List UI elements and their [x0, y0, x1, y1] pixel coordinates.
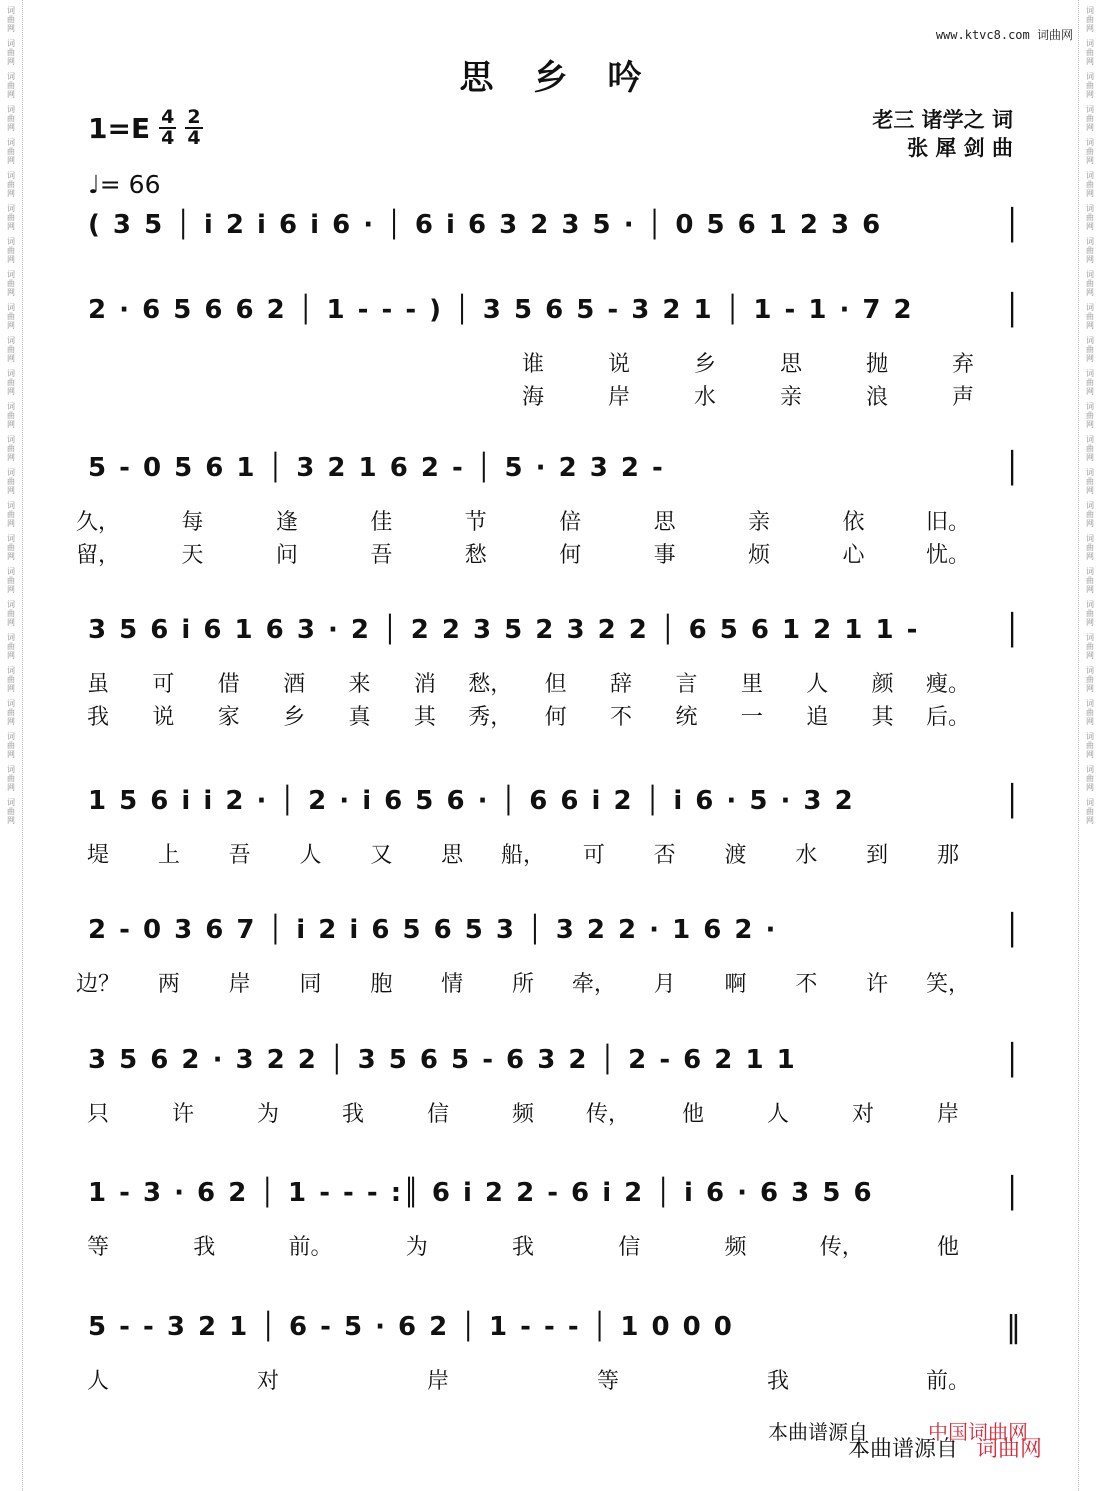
lyric-word: 天 [181, 543, 204, 568]
margin-watermark-mark: 词 曲 网 [7, 6, 15, 33]
lyric-word: 情 [441, 972, 464, 997]
margin-watermark-mark: 词 曲 网 [7, 204, 15, 231]
lyric-word: 旧。 [925, 510, 971, 535]
margin-watermark-mark: 词 曲 网 [7, 534, 15, 561]
site-header[interactable] [936, 26, 1073, 43]
margin-watermark-mark: 词 曲 网 [7, 600, 15, 627]
notation-text: 3 5 6 i 6 1 6 3 · 2 │ 2 2 3 5 2 3 2 2 │ 6 5 6 1 2 1 1 - [88, 615, 920, 645]
notation-text: ( 3 5 │ i 2 i 6 i 6 · │ 6 i 6 3 2 3 5 · │ 0 5 6 1 2 3 6 [88, 210, 883, 240]
lyric-word: 谁 [521, 352, 545, 377]
lyric-word: 颜 [871, 672, 894, 697]
lyric-word: 佳 [370, 510, 393, 535]
site-name[interactable]: 词曲网 [1036, 28, 1073, 42]
notation-text: 5 - 0 5 6 1 │ 3 2 1 6 2 - │ 5 · 2 3 2 - [88, 453, 665, 483]
notation-text: 3 5 6 2 · 3 2 2 │ 3 5 6 5 - 6 3 2 │ 2 - 6 2 1 1 [88, 1045, 797, 1075]
lyric-word: 边？ [75, 972, 121, 997]
margin-watermark-mark: 词 曲 网 [7, 369, 15, 396]
lyric-word: 胞 [370, 972, 393, 997]
lyric-word: 为 [256, 1102, 280, 1127]
lyric-row [88, 667, 1023, 697]
margin-watermark-mark: 词 曲 网 [1086, 6, 1094, 33]
lyric-word: 岸 [936, 1102, 960, 1127]
margin-watermark-mark: 词 曲 网 [7, 567, 15, 594]
footer-overlap [768, 1416, 1028, 1444]
lyric-word: 为 [405, 1235, 428, 1260]
lyric-word: 思 [779, 352, 803, 377]
margin-watermark-mark: 词 曲 网 [1086, 270, 1094, 297]
margin-watermark-mark: 词 曲 网 [1086, 468, 1094, 495]
lyric-word: 我 [86, 705, 110, 730]
footer-site-link[interactable]: 词曲网 [976, 1437, 1043, 1462]
margin-watermark-mark: 词 曲 网 [7, 435, 15, 462]
lyric-row [88, 1097, 1023, 1127]
footer-overlap-source: 本曲谱源自 [768, 1420, 868, 1444]
score-line [88, 1302, 1023, 1352]
lyric-word: 借 [217, 672, 240, 697]
lyric-word: 船， [500, 843, 546, 868]
lyric-word: 信 [618, 1235, 641, 1260]
notation-text: 5 - - 3 2 1 │ 6 - 5 · 6 2 │ 1 - - - │ 1 0 0 0 [88, 1312, 734, 1342]
lyric-word: 我 [766, 1369, 790, 1394]
lyric-word: 说 [607, 352, 631, 377]
lyric-word: 言 [675, 672, 698, 697]
lyric-word: 秀， [468, 705, 513, 730]
barline: │ [1002, 912, 1023, 948]
lyric-word: 人 [86, 1369, 110, 1394]
lyric-word: 水 [693, 385, 717, 410]
margin-watermark-mark: 词 曲 网 [7, 39, 15, 66]
lyric-word: 岸 [426, 1369, 450, 1394]
lyric-word: 许 [171, 1102, 195, 1127]
lyric-word: 上 [157, 843, 180, 868]
lyric-word: 对 [851, 1102, 875, 1127]
lyric-word: 亲 [779, 385, 803, 410]
composer-credit: 张 犀 剑 曲 [907, 135, 1013, 160]
key-and-time [88, 108, 203, 148]
lyric-row [88, 700, 1023, 730]
lyric-word: 来 [348, 672, 371, 697]
barline: │ [1002, 783, 1023, 819]
lyric-word: 人 [806, 672, 829, 697]
lyric-word: 何 [544, 705, 567, 730]
margin-watermark-mark: 词 曲 网 [7, 732, 15, 759]
lyric-word: 只 [86, 1102, 110, 1127]
margin-watermark-mark: 词 曲 网 [7, 336, 15, 363]
lyric-word: 信 [426, 1102, 450, 1127]
lyric-word: 依 [842, 510, 865, 535]
lyric-word: 人 [766, 1102, 790, 1127]
score-line [88, 1168, 1023, 1218]
lyric-word: 其 [413, 705, 436, 730]
score-line [88, 605, 1023, 655]
margin-watermark-mark: 词 曲 网 [7, 270, 15, 297]
margin-watermark-mark: 词 曲 网 [7, 765, 15, 792]
barline: │ [1002, 612, 1023, 648]
lyric-word: 声 [951, 385, 975, 410]
barline: │ [1002, 450, 1023, 486]
lyric-word: 那 [936, 843, 960, 868]
margin-watermark-mark: 词 曲 网 [1086, 435, 1094, 462]
score-line [88, 285, 1023, 335]
score-line [88, 443, 1023, 493]
barline: │ [1002, 292, 1023, 328]
time-signature-2-numerator: 2 [187, 106, 201, 128]
lyric-word: 他 [681, 1102, 705, 1127]
lyric-word: 亲 [748, 510, 771, 535]
margin-watermark-mark: 词 曲 网 [1086, 567, 1094, 594]
lyric-word: 倍 [559, 510, 582, 535]
lyric-word: 许 [866, 972, 889, 997]
lyric-word: 传， [819, 1235, 864, 1260]
tempo-marking [88, 170, 161, 199]
notation-text: 1 5 6 i i 2 · │ 2 · i 6 5 6 · │ 6 6 i 2 │ i 6 · 5 · 3 2 [88, 786, 855, 816]
footer-source [848, 1432, 1042, 1463]
lyric-word: 不 [610, 705, 633, 730]
margin-watermark-mark: 词 曲 网 [7, 633, 15, 660]
lyric-word: 他 [936, 1235, 960, 1260]
lyric-word: 两 [157, 972, 180, 997]
lyric-word: 思 [653, 510, 676, 535]
lyric-word: 我 [511, 1235, 535, 1260]
margin-watermark-mark: 词 曲 网 [1086, 633, 1094, 660]
margin-watermark-mark: 词 曲 网 [7, 402, 15, 429]
lyric-word: 久， [75, 510, 121, 535]
barline: │ [1002, 1042, 1023, 1078]
lyric-word: 真 [348, 705, 371, 730]
lyric-word: 海 [521, 385, 545, 410]
site-url[interactable]: www.ktvc8.com [935, 28, 1030, 42]
margin-watermark-mark: 词 曲 网 [1086, 501, 1094, 528]
margin-watermark-mark: 词 曲 网 [7, 666, 15, 693]
lyric-word: 家 [217, 705, 240, 730]
lyric-word: 所 [511, 972, 535, 997]
margin-watermark-mark: 词 曲 网 [7, 303, 15, 330]
lyric-word: 人 [299, 843, 322, 868]
margin-watermark-mark: 词 曲 网 [1086, 765, 1094, 792]
left-margin-watermark [2, 0, 20, 1491]
notation-text: 2 · 6 5 6 6 2 │ 1 - - - ) │ 3 5 6 5 - 3 2 1 │ 1 - 1 · 7 2 [88, 295, 914, 325]
margin-watermark-mark: 词 曲 网 [1086, 72, 1094, 99]
lyric-word: 对 [256, 1369, 280, 1394]
margin-watermark-mark: 词 曲 网 [1086, 204, 1094, 231]
lyric-word: 何 [559, 543, 582, 568]
lyric-row [88, 1230, 1023, 1260]
margin-watermark-mark: 词 曲 网 [7, 237, 15, 264]
margin-watermark-mark: 词 曲 网 [7, 468, 15, 495]
lyric-word: 笑， [925, 972, 971, 997]
key-signature: 1=E [88, 111, 151, 145]
margin-watermark-mark: 词 曲 网 [1086, 39, 1094, 66]
lyric-word: 牵， [571, 972, 616, 997]
score-line [88, 905, 1023, 955]
lyric-word: 频 [511, 1102, 535, 1127]
lyric-word: 愁， [468, 672, 513, 697]
lyric-word: 前。 [288, 1235, 333, 1260]
lyric-word: 乡 [283, 705, 306, 730]
lyric-word: 到 [866, 843, 889, 868]
lyric-row [75, 538, 1023, 568]
song-title: 思乡吟 [459, 58, 682, 98]
margin-watermark-mark: 词 曲 网 [7, 171, 15, 198]
margin-watermark-mark: 词 曲 网 [1086, 534, 1094, 561]
margin-watermark-mark: 词 曲 网 [1086, 171, 1094, 198]
barline: │ [1002, 207, 1023, 243]
lyric-word: 吾 [370, 543, 393, 568]
lyric-word: 留， [75, 543, 121, 568]
lyric-word: 烦 [748, 543, 771, 568]
lyric-word: 辞 [610, 672, 633, 697]
margin-watermark-mark: 词 曲 网 [1086, 666, 1094, 693]
margin-watermark-mark: 词 曲 网 [1086, 138, 1094, 165]
lyric-word: 弃 [951, 352, 975, 377]
notation-text: 1 - 3 · 6 2 │ 1 - - - :║ 6 i 2 2 - 6 i 2 │ i 6 · 6 3 5 6 [88, 1178, 874, 1208]
margin-watermark-mark: 词 曲 网 [1086, 303, 1094, 330]
margin-watermark-mark: 词 曲 网 [1086, 336, 1094, 363]
notation-text: 2 - 0 3 6 7 │ i 2 i 6 5 6 5 3 │ 3 2 2 · 1 6 2 · [88, 915, 778, 945]
margin-watermark-mark: 词 曲 网 [1086, 105, 1094, 132]
lyric-word: 逢 [275, 510, 298, 535]
barline: ‖ [1006, 1309, 1023, 1345]
lyric-word: 一 [740, 705, 763, 730]
score-line [88, 776, 1023, 826]
time-signature-2 [185, 108, 202, 148]
lyric-word: 后。 [925, 705, 971, 730]
lyric-word: 追 [806, 705, 829, 730]
lyric-word: 水 [795, 843, 818, 868]
margin-watermark-mark: 词 曲 网 [1086, 732, 1094, 759]
lyric-word: 酒 [283, 672, 306, 697]
right-margin-watermark [1081, 0, 1099, 1491]
right-margin-rule [1078, 0, 1079, 1491]
lyric-word: 可 [582, 843, 605, 868]
lyric-word: 吾 [228, 843, 251, 868]
lyric-word: 等 [596, 1369, 620, 1394]
lyric-word: 事 [653, 543, 676, 568]
lyric-word: 可 [152, 672, 175, 697]
lyric-word: 瘦。 [925, 672, 971, 697]
score-line [88, 200, 1023, 250]
lyric-word: 但 [544, 672, 567, 697]
lyric-word: 传， [585, 1102, 631, 1127]
lyric-word: 消 [413, 672, 436, 697]
lyric-word: 前。 [925, 1369, 971, 1394]
margin-watermark-mark: 词 曲 网 [7, 798, 15, 825]
tempo-text: ♩= 66 [88, 170, 161, 199]
lyric-word: 频 [724, 1235, 747, 1260]
time-signature-1 [159, 108, 176, 148]
lyric-row [75, 505, 1023, 535]
barline: │ [1002, 1175, 1023, 1211]
lyric-word: 忧。 [925, 543, 971, 568]
lyric-word: 我 [341, 1102, 365, 1127]
lyric-word: 等 [86, 1235, 110, 1260]
lyric-word: 心 [842, 543, 865, 568]
lyric-row [75, 967, 1023, 997]
lyric-word: 里 [740, 672, 763, 697]
margin-watermark-mark: 词 曲 网 [1086, 237, 1094, 264]
lyric-word: 统 [675, 705, 698, 730]
lyric-word: 思 [441, 843, 464, 868]
lyric-word: 同 [299, 972, 322, 997]
lyric-row [88, 1364, 1023, 1394]
footer-overlap-site[interactable]: 中国词曲网 [928, 1420, 1028, 1444]
time-signature-1-numerator: 4 [161, 106, 175, 128]
lyric-word: 节 [464, 510, 487, 535]
lyric-row [88, 380, 1023, 410]
lyric-word: 否 [653, 843, 676, 868]
time-signature-2-denominator: 4 [187, 127, 201, 149]
margin-watermark-mark: 词 曲 网 [7, 105, 15, 132]
lyricist-credit: 老三 诸学之 词 [872, 107, 1013, 132]
margin-watermark-mark: 词 曲 网 [1086, 402, 1094, 429]
lyric-word: 乡 [693, 352, 717, 377]
lyric-row [88, 838, 1023, 868]
margin-watermark-mark: 词 曲 网 [1086, 699, 1094, 726]
margin-watermark-mark: 词 曲 网 [7, 72, 15, 99]
lyric-word: 岸 [607, 385, 631, 410]
lyric-word: 问 [275, 543, 298, 568]
song-credits [872, 106, 1013, 162]
lyric-row [88, 347, 1023, 377]
lyric-word: 堤 [86, 843, 110, 868]
lyric-word: 岸 [228, 972, 251, 997]
lyric-word: 愁 [464, 543, 487, 568]
lyric-word: 抛 [865, 352, 889, 377]
margin-watermark-mark: 词 曲 网 [7, 501, 15, 528]
lyric-word: 渡 [724, 843, 747, 868]
margin-watermark-mark: 词 曲 网 [7, 699, 15, 726]
margin-watermark-mark: 词 曲 网 [7, 138, 15, 165]
score-line [88, 1035, 1023, 1085]
margin-watermark-mark: 词 曲 网 [1086, 798, 1094, 825]
lyric-word: 啊 [724, 972, 747, 997]
lyric-word: 浪 [865, 385, 889, 410]
time-signature-1-denominator: 4 [161, 127, 175, 149]
lyric-word: 我 [193, 1235, 216, 1260]
lyric-word: 说 [152, 705, 175, 730]
margin-watermark-mark: 词 曲 网 [1086, 600, 1094, 627]
footer-source-text: 本曲谱源自 [848, 1437, 959, 1462]
lyric-word: 虽 [86, 672, 110, 697]
lyric-word: 每 [181, 510, 204, 535]
margin-watermark-mark: 词 曲 网 [1086, 369, 1094, 396]
left-margin-rule [22, 0, 23, 1491]
lyric-word: 又 [370, 843, 393, 868]
lyric-word: 月 [653, 972, 676, 997]
lyric-word: 其 [871, 705, 894, 730]
lyric-word: 不 [795, 972, 818, 997]
